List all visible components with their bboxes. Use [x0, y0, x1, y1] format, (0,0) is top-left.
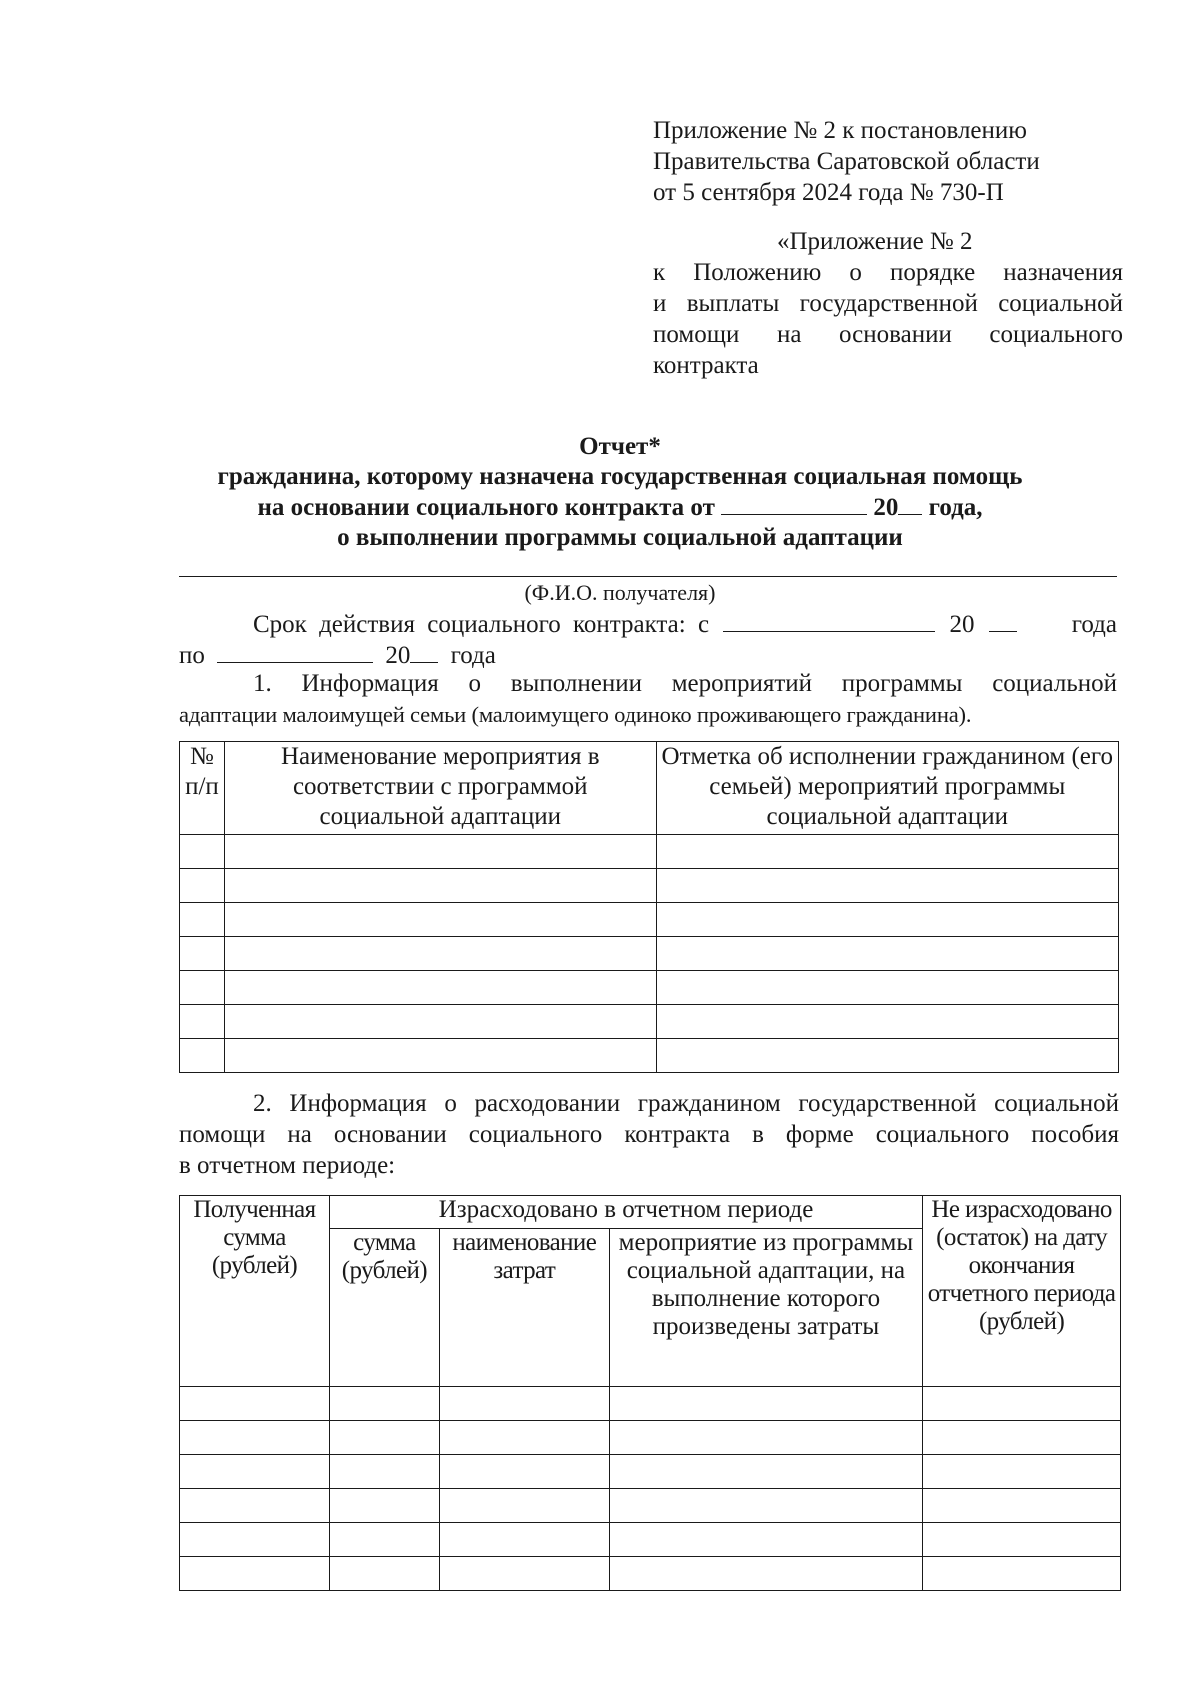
expenses-col-sum: сумма (рублей)	[329, 1229, 439, 1387]
table-cell[interactable]	[609, 1387, 922, 1421]
table-cell[interactable]	[609, 1557, 922, 1591]
section2-line: 2. Информация о расходовании гражданином государственной социальной	[253, 1090, 1119, 1117]
report-title-line-text: года,	[928, 494, 983, 521]
table-row	[180, 1489, 1121, 1523]
appendix-header	[653, 115, 1093, 208]
report-title-main: Отчет*	[579, 433, 661, 460]
report-title	[150, 432, 1090, 553]
table-cell[interactable]	[329, 1455, 439, 1489]
contract-end-year-prefix: 20	[385, 642, 411, 669]
annex-reference-line: к Положению о порядке назначения	[653, 259, 1123, 286]
annex-reference-line: контракта	[653, 352, 759, 379]
table-row	[180, 1523, 1121, 1557]
activities-col-mark: Отметка об исполнении гражданином (его семьей) мероприятий программы социальной адаптации	[656, 742, 1118, 835]
table-cell[interactable]	[180, 1523, 330, 1557]
expenses-table	[179, 1195, 1121, 1591]
table-row	[180, 1557, 1121, 1591]
table-row	[180, 1039, 1119, 1073]
annex-reference-line: помощи на основании социального	[653, 321, 1123, 348]
table-cell[interactable]	[180, 1039, 225, 1073]
recipient-name-caption: (Ф.И.О. получателя)	[524, 580, 716, 605]
table-cell[interactable]	[923, 1421, 1121, 1455]
table-cell[interactable]	[180, 1557, 330, 1591]
table-cell[interactable]	[656, 1039, 1118, 1073]
contract-year-prefix: 20	[873, 494, 899, 521]
activities-col-name: Наименование мероприятия в соответствии с программой социальной адаптации	[224, 742, 656, 835]
appendix-header-line: от 5 сентября 2024 года № 730-П	[653, 179, 1004, 206]
expenses-col-remaining: Не израсходовано (остаток) на дату окончания отчетного периода (рублей)	[923, 1196, 1121, 1387]
contract-year-blank[interactable]	[898, 492, 922, 515]
section2-line: в отчетном периоде:	[179, 1152, 396, 1179]
table-cell[interactable]	[609, 1523, 922, 1557]
section2-heading	[179, 1088, 1119, 1181]
table-cell[interactable]	[180, 1421, 330, 1455]
annex-reference	[653, 226, 1123, 381]
table-cell[interactable]	[329, 1421, 439, 1455]
contract-start-year-suffix: года	[1071, 611, 1117, 638]
table-cell[interactable]	[923, 1523, 1121, 1557]
table-cell[interactable]	[180, 903, 225, 937]
table-cell[interactable]	[329, 1489, 439, 1523]
section1-line: адаптации малоимущей семьи (малоимущего одиноко проживающего гражданина).	[179, 702, 972, 727]
contract-period-label: Срок действия социального контракта: с	[253, 611, 710, 638]
activities-table	[179, 741, 1119, 1073]
table-cell[interactable]	[224, 903, 656, 937]
table-cell[interactable]	[180, 971, 225, 1005]
table-cell[interactable]	[609, 1421, 922, 1455]
activities-col-number: № п/п	[180, 742, 225, 835]
table-cell[interactable]	[923, 1455, 1121, 1489]
table-cell[interactable]	[329, 1523, 439, 1557]
table-cell[interactable]	[224, 1039, 656, 1073]
table-cell[interactable]	[656, 1005, 1118, 1039]
table-cell[interactable]	[180, 869, 225, 903]
section1-heading	[179, 668, 1117, 699]
appendix-header-line: Приложение № 2 к постановлению	[653, 117, 1027, 144]
contract-date-blank[interactable]	[721, 492, 867, 515]
table-cell[interactable]	[656, 835, 1118, 869]
expenses-col-received: Полученная сумма (рублей)	[180, 1196, 330, 1387]
table-cell[interactable]	[224, 835, 656, 869]
report-title-line	[150, 492, 1090, 523]
table-cell[interactable]	[439, 1455, 609, 1489]
table-row	[180, 1387, 1121, 1421]
recipient-name-field[interactable]	[179, 576, 1117, 577]
table-cell[interactable]	[224, 869, 656, 903]
table-row	[180, 937, 1119, 971]
report-title-line: о выполнении программы социальной адаптации	[337, 524, 903, 551]
table-cell[interactable]	[923, 1557, 1121, 1591]
contract-end-label: по	[179, 642, 205, 669]
table-cell[interactable]	[656, 971, 1118, 1005]
table-cell[interactable]	[329, 1387, 439, 1421]
table-cell[interactable]	[180, 1455, 330, 1489]
contract-end-date-blank[interactable]	[217, 640, 373, 663]
table-cell[interactable]	[609, 1455, 922, 1489]
table-cell[interactable]	[656, 903, 1118, 937]
contract-period-line1	[179, 609, 1117, 640]
table-cell[interactable]	[439, 1387, 609, 1421]
table-cell[interactable]	[180, 937, 225, 971]
table-cell[interactable]	[180, 835, 225, 869]
table-cell[interactable]	[923, 1489, 1121, 1523]
table-row	[180, 835, 1119, 869]
contract-end-year-suffix: года	[450, 642, 496, 669]
annex-reference-head: «Приложение № 2	[777, 228, 973, 255]
table-cell[interactable]	[224, 1005, 656, 1039]
table-cell[interactable]	[439, 1557, 609, 1591]
contract-end-year-blank[interactable]	[410, 640, 438, 663]
report-title-line: гражданина, которому назначена государственная социальная помощь	[217, 463, 1023, 490]
contract-start-year-prefix: 20	[949, 611, 975, 638]
table-cell[interactable]	[224, 937, 656, 971]
expenses-col-event: мероприятие из программы социальной адаптации, на выполнение которого произведены затраты	[609, 1229, 922, 1387]
table-cell[interactable]	[329, 1557, 439, 1591]
table-row	[180, 971, 1119, 1005]
section2-line: помощи на основании социального контракта в форме социального пособия	[179, 1121, 1119, 1148]
contract-start-year-blank[interactable]	[989, 609, 1017, 632]
annex-reference-line: и выплаты государственной социальной	[653, 290, 1123, 317]
table-cell[interactable]	[609, 1489, 922, 1523]
table-cell[interactable]	[923, 1387, 1121, 1421]
contract-start-date-blank[interactable]	[723, 609, 935, 632]
expenses-col-cost-name: наименование затрат	[439, 1229, 609, 1387]
report-title-line-text: на основании социального контракта от	[257, 494, 715, 521]
table-cell[interactable]	[439, 1523, 609, 1557]
table-row	[180, 1005, 1119, 1039]
table-cell[interactable]	[439, 1421, 609, 1455]
table-cell[interactable]	[439, 1489, 609, 1523]
appendix-header-line: Правительства Саратовской области	[653, 148, 1040, 175]
table-cell[interactable]	[180, 1005, 225, 1039]
table-cell[interactable]	[180, 1387, 330, 1421]
table-cell[interactable]	[656, 937, 1118, 971]
table-cell[interactable]	[224, 971, 656, 1005]
table-row	[180, 903, 1119, 937]
section1-line: 1. Информация о выполнении мероприятий программы социальной	[253, 670, 1117, 697]
table-row	[180, 1421, 1121, 1455]
table-row	[180, 869, 1119, 903]
expenses-group-spent: Израсходовано в отчетном периоде	[329, 1196, 922, 1229]
contract-period-line2	[179, 640, 1117, 671]
table-cell[interactable]	[180, 1489, 330, 1523]
table-cell[interactable]	[656, 869, 1118, 903]
table-row	[180, 1455, 1121, 1489]
